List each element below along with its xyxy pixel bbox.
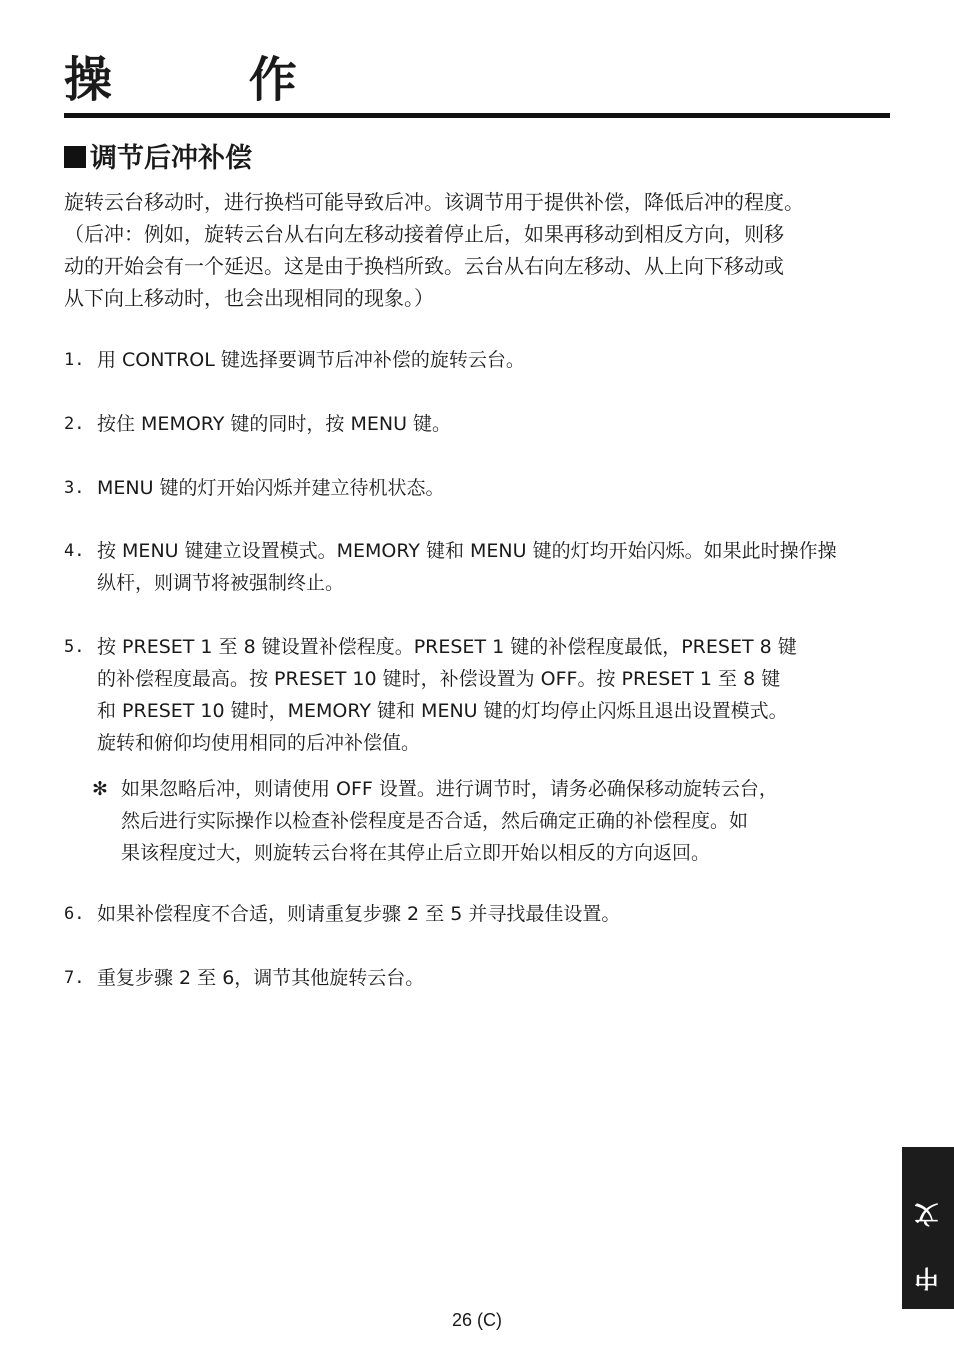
intro-line: 旋转云台移动时，进行换档可能导致后冲。该调节用于提供补偿，降低后冲的程度。 — [64, 190, 804, 214]
step-3 — [64, 472, 894, 504]
step-text: 旋转和俯仰均使用相同的后冲补偿值。 — [97, 732, 421, 754]
intro-paragraph — [64, 186, 894, 314]
step-number: 1. — [64, 350, 85, 370]
language-tab — [902, 1147, 954, 1309]
step-text: 和 PRESET 10 键时，MEMORY 键和 MENU 键的灯均停止闪烁且退出设置模式。 — [97, 700, 788, 722]
step-number: 4. — [64, 541, 85, 561]
step-7 — [64, 962, 894, 994]
step-1 — [64, 344, 894, 376]
step-text: 用 CONTROL 键选择要调节后冲补偿的旋转云台。 — [97, 349, 525, 371]
step-text: 重复步骤 2 至 6，调节其他旋转云台。 — [97, 967, 425, 989]
step-text: 纵杆，则调节将被强制终止。 — [97, 572, 345, 594]
step-text: MENU 键的灯开始闪烁并建立待机状态。 — [97, 477, 445, 499]
section-heading-text: 调节后冲补偿 — [90, 143, 252, 174]
note-text: 果该程度过大，则旋转云台将在其停止后立即开始以相反的方向返回。 — [121, 842, 711, 864]
intro-line: 动的开始会有一个延迟。这是由于换档所致。云台从右向左移动、从上向下移动或 — [64, 254, 784, 278]
step-number: 5. — [64, 637, 85, 657]
language-tab-label: 中 文 — [915, 1187, 943, 1292]
step-number: 7. — [64, 968, 85, 988]
section-heading — [64, 139, 252, 179]
step-text: 如果补偿程度不合适，则请重复步骤 2 至 5 并寻找最佳设置。 — [97, 903, 621, 925]
title-rule — [64, 113, 890, 118]
step-number: 6. — [64, 904, 85, 924]
note-text: 然后进行实际操作以检查补偿程度是否合适，然后确定正确的补偿程度。如 — [121, 810, 749, 832]
step-4 — [64, 535, 894, 599]
intro-line: 从下向上移动时，也会出现相同的现象。） — [64, 286, 434, 310]
step-6 — [64, 898, 894, 930]
step-number: 3. — [64, 478, 85, 498]
intro-line: （后冲：例如，旋转云台从右向左移动接着停止后，如果再移动到相反方向，则移 — [64, 222, 784, 246]
step-text: 的补偿程度最高。按 PRESET 10 键时，补偿设置为 OFF。按 PRESET 1 至 8 键 — [97, 668, 781, 690]
step-5 — [64, 631, 894, 759]
note-text: 如果忽略后冲，则请使用 OFF 设置。进行调节时，请务必确保移动旋转云台， — [121, 778, 778, 800]
asterisk-icon: ✻ — [92, 778, 108, 800]
step-text: 按 PRESET 1 至 8 键设置补偿程度。PRESET 1 键的补偿程度最低，PRESET 8 键 — [97, 636, 797, 658]
black-square-icon — [64, 146, 86, 168]
note — [92, 773, 892, 869]
step-text: 按 MENU 键建立设置模式。MEMORY 键和 MENU 键的灯均开始闪烁。如果此时操作操 — [97, 540, 837, 562]
page-number: 26 (C) — [451, 1310, 502, 1330]
step-2 — [64, 408, 894, 440]
page-title: 操 作 — [64, 52, 357, 108]
step-number: 2. — [64, 414, 85, 434]
step-text: 按住 MEMORY 键的同时，按 MENU 键。 — [97, 413, 452, 435]
